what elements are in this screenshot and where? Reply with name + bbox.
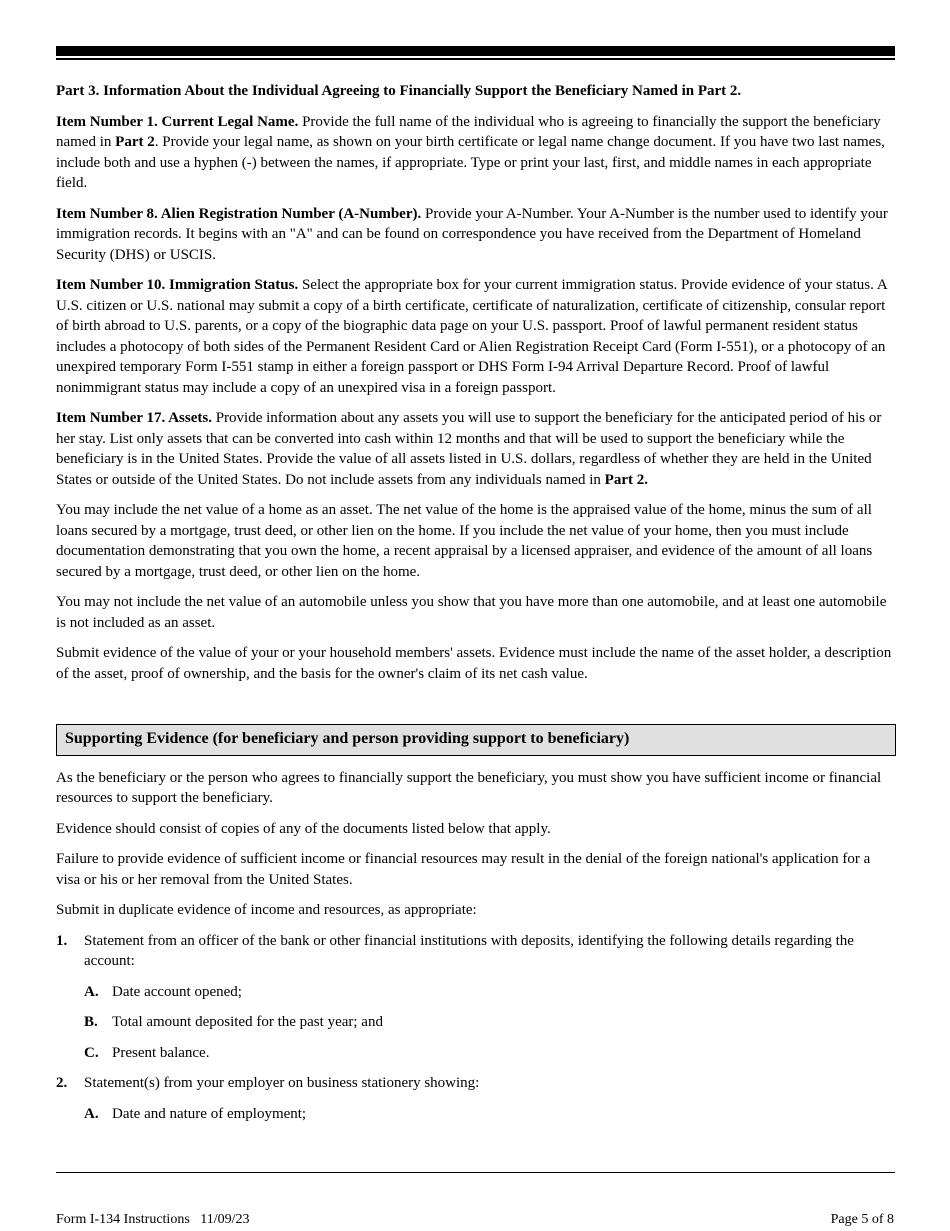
list-text: Date and nature of employment; — [112, 1105, 307, 1122]
list-text: Date account opened; — [112, 983, 242, 1000]
list-number: 1. — [56, 932, 68, 949]
item-17: Item Number 17. Assets. Provide information about any assets you will use to support the beneficiary for the anticipated period of his or her stay. List only assets that can be converted into cash within 12 months and that will be used to support the beneficiary while the beneficiary is in the United States. Provide the value of all assets listed in U.S. dollars, regardless of whether they are held in the United States or outside of the United States. Do not include assets from any individuals named in Part 2. — [56, 410, 882, 488]
list-number: 2. — [56, 1075, 68, 1091]
page-number: Page 5 of 8 — [830, 1212, 894, 1227]
footer-rule — [56, 1172, 895, 1173]
sub-list-item — [84, 1012, 896, 1033]
item-1: Item Number 1. Current Legal Name. Provide the full name of the individual who is agreeing to financially the support the beneficiary named in Part 2. Provide your legal name, as shown on your birth certificate or legal name change document. If you have two last names, include both and use a hyphen (-) between the names, if appropriate. Type or print your last, first, and middle names in each appropriate field. — [56, 113, 885, 191]
sub-list-item — [84, 1104, 896, 1125]
list-item — [56, 931, 896, 972]
supporting-evidence-heading: Supporting Evidence (for beneficiary and person providing support to beneficiary) — [56, 724, 896, 756]
list-text: Statement(s) from your employer on business stationery showing: — [84, 1075, 480, 1091]
form-id: Form I-134 Instructions 11/09/23 — [56, 1212, 250, 1227]
item-10: Item Number 10. Immigration Status. Select the appropriate box for your current immigration status. Provide evidence of your status. A U.S. citizen or U.S. national may submit a copy of a birth certificate, certificate of naturalization, certificate of citizenship, consular report of birth abroad to U.S. parents, or a copy of the biographic data page on your U.S. passport. Proof of lawful permanent resident status includes a photocopy of both sides of the Permanent Resident Card or Alien Registration Receipt Card (Form I-551), or a photocopy of an unexpired temporary Form I-551 stamp in either a foreign passport or DHS Form I-94 Arrival Departure Record. Proof of lawful nonimmigrant status may include a copy of an unexpired visa in a foreign passport. — [56, 277, 887, 396]
part3-heading: Part 3. Information About the Individual Agreeing to Financially Support the Beneficiary Named in Part 2. — [56, 83, 742, 99]
list-text: Statement from an officer of the bank or other financial institutions with deposits, identifying the following details regarding the account: — [84, 932, 854, 969]
evidence-p3: Failure to provide evidence of sufficient income or financial resources may result in the denial of the foreign national's application for a visa or his or her removal from the United States. — [56, 851, 871, 888]
evidence-p2: Evidence should consist of copies of any of the documents listed below that apply. — [56, 820, 551, 837]
header-rule — [56, 58, 895, 60]
list-text: Total amount deposited for the past year; and — [112, 1014, 383, 1030]
page-content — [56, 81, 896, 1134]
evidence-p1: As the beneficiary or the person who agrees to financially support the beneficiary, you must show you have sufficient income or financial resources to support the beneficiary. — [56, 769, 882, 806]
list-item — [56, 1073, 896, 1094]
evidence-p4: Submit in duplicate evidence of income and resources, as appropriate: — [56, 902, 477, 918]
automobile-paragraph: You may not include the net value of an automobile unless you show that you have more than one automobile, and at least one automobile is not included as an asset. — [56, 594, 887, 631]
home-paragraph: You may include the net value of a home as an asset. The net value of the home is the appraised value of the home, minus the sum of all loans secured by a mortgage, trust deed, or other lien on the home. If you include the net value of your home, then you must include documentation demonstrating that you own the home, a recent appraisal by a licensed appraiser, and evidence of the amount of all loans secured by a mortgage, trust deed, or other lien on the home. — [56, 502, 873, 580]
list-letter: C. — [84, 1044, 99, 1061]
header-bar — [56, 46, 895, 56]
item-8: Item Number 8. Alien Registration Number (A-Number). Provide your A-Number. Your A-Number is the number used to identify your immigration records. It begins with an "A" and can be found on correspondence you have received from the Department of Homeland Security (DHS) or USCIS. — [56, 205, 888, 263]
submit-assets-paragraph: Submit evidence of the value of your or your household members' assets. Evidence must include the name of the asset holder, a description of the asset, proof of ownership, and the basis for the owner's claim of its net cash value. — [56, 645, 892, 682]
list-text: Present balance. — [112, 1044, 210, 1061]
list-letter: A. — [84, 983, 99, 1000]
list-letter: B. — [84, 1014, 98, 1030]
sub-list-item — [84, 982, 896, 1003]
sub-list-item — [84, 1043, 896, 1064]
list-letter: A. — [84, 1105, 99, 1122]
